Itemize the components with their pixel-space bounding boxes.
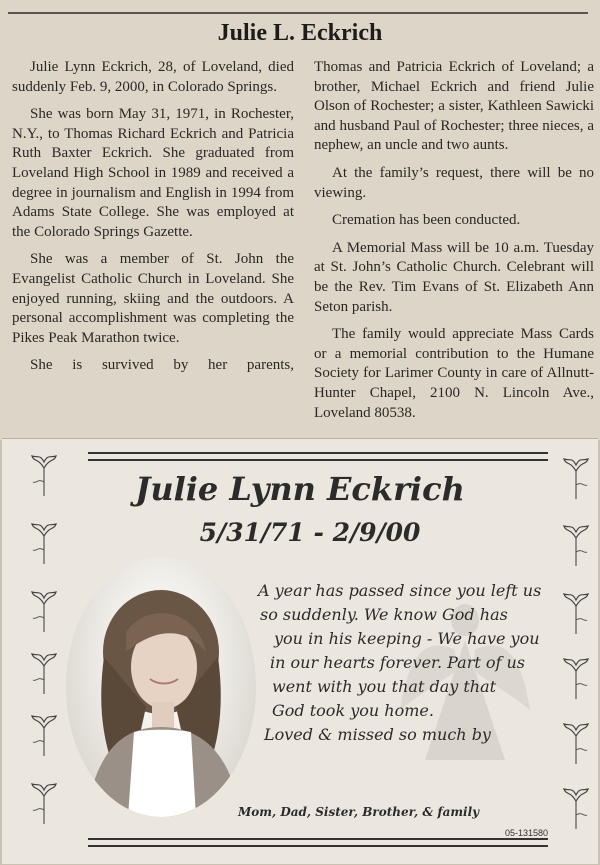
obituary-paragraph: Cremation has been conducted. [332,212,521,229]
lily-icon [562,720,590,764]
poem-line: God took you home. [272,701,434,720]
portrait-photo [66,557,256,817]
lily-icon [30,780,58,824]
lily-icon [30,588,58,632]
obituary-paragraph: Thomas and Patricia Eckrich of Loveland; a brother, Michael Eckrich and friend Julie Olson of Rochester; a sister, Kathleen Sawicki and husband Paul of Rochester; three nieces, a nephew, an uncle and two aunts. [314,59,594,154]
lily-icon [562,785,590,829]
ad-id: 05-131580 [505,828,549,838]
obituary-paragraph: She was born May 31, 1971, in Rochester, N.Y., to Thomas Richard Eckrich and Patricia Ruth Baxter Eckrich. She graduated from Loveland High School in 1989 and received a degree in journalism and English in 1994 from Adams State College. She was employed at the Colorado Springs Gazette. [12,106,294,240]
portrait-illustration [66,557,256,817]
poem-line: so suddenly. We know God has [260,605,508,624]
obituary-paragraph: She was a member of St. John the Evangelist Catholic Church in Loveland. She enjoyed running, skiing and the outdoors. A personal accomplishment was completing the Pikes Peak Marathon twice. [12,251,294,346]
poem-line: in our hearts forever. Part of us [270,653,526,672]
poem-line: Loved & missed so much by [264,725,491,744]
obituary-paragraph: A Memorial Mass will be 10 a.m. Tuesday at St. John’s Catholic Church. Celebrant will be the Rev. Tim Evans of St. Elizabeth Ann Seton parish. [314,239,594,315]
obituary-right-column [314,58,594,431]
obituary-headline: Julie L. Eckrich [217,20,383,46]
header-rule [8,0,588,14]
memorial-bottom-border [88,838,548,847]
obituary-paragraph: Julie Lynn Eckrich, 28, of Loveland, died suddenly Feb. 9, 2000, in Colorado Springs. [12,59,294,95]
obituary-paragraph: At the family’s request, there will be no viewing. [314,164,594,201]
lily-icon [562,590,590,634]
memorial-top-border [88,452,548,461]
poem-line: you in his keeping - We have you [274,629,540,648]
memorial-poem [258,579,558,747]
lily-icon [30,650,58,694]
memorial-dates: 5/31/71 - 2/9/00 [199,518,421,547]
obituary-left-column [12,58,294,384]
poem-line: A year has passed since you left us [258,581,542,600]
obituary-paragraph: The family would appreciate Mass Cards or a memorial contribution to the Humane Society for Larimer County in care of Allnutt-Hunter Chapel, 2100 N. Lincoln Ave., Loveland 80538. [314,326,594,421]
lily-icon [30,712,58,756]
memorial-name: Julie Lynn Eckrich [135,470,465,508]
poem-line: went with you that day that [272,677,497,696]
obituary-paragraph: She is survived by her parents, [30,357,294,374]
memorial-signoff: Mom, Dad, Sister, Brother, & family [238,805,480,819]
lily-icon [562,655,590,699]
